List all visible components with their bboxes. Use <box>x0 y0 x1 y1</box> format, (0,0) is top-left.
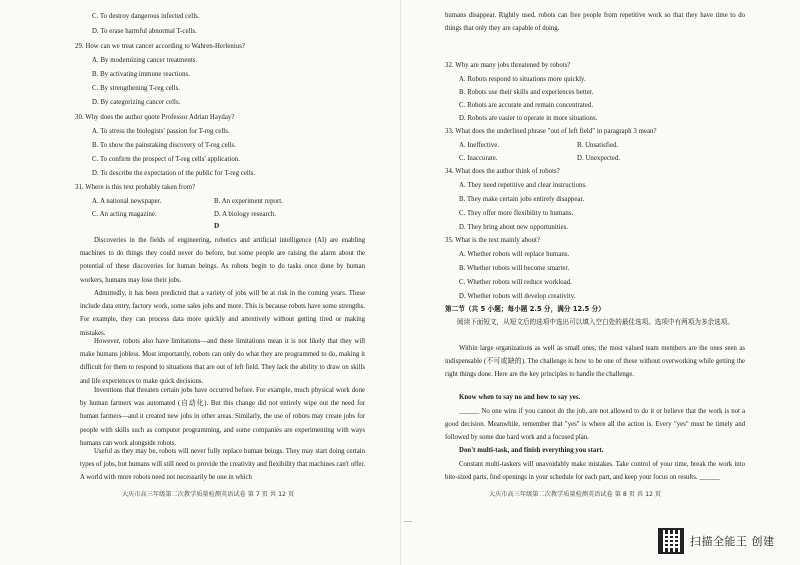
q31-option-d: D. A biology research. <box>214 211 277 218</box>
q30-stem: 30. Why does the author quote Professor Adrian Hayday? <box>75 114 235 121</box>
q29-option-a: A. By modernizing cancer treatments. <box>92 57 198 64</box>
q33-option-b: B. Unsatisfied. <box>577 142 619 149</box>
q35-option-b: B. Whether robots will become smarter. <box>459 265 570 272</box>
q29-option-d: D. By categorizing cancer cells. <box>92 99 181 106</box>
q35-stem: 35. What is the text mainly about? <box>445 237 541 244</box>
q32-option-b: B. Robots use their skills and experiences better. <box>459 89 594 96</box>
cloze-paragraph-1: Within large organizations as well as small ones, the most valued team members are the ones seen as indispensable (不可或缺的). The challenge is how to be one of these without overworking while getting the right things done. Here are the key principles to handle the challenge. <box>445 345 745 379</box>
q34-option-c: C. They offer more flexibility to humans. <box>459 210 574 217</box>
scanner-watermark <box>658 528 775 554</box>
q31-option-c: C. An acting magazine. <box>92 211 157 218</box>
q31-option-a: A. A national newspaper. <box>92 198 162 205</box>
q30-option-b: B. To show the painstaking discovery of T-reg cells. <box>92 142 236 149</box>
q30-option-a: A. To stress the biologists' passion for T-reg cells. <box>92 128 230 135</box>
cloze-heading-1: Know when to say no and how to say yes. <box>459 394 581 401</box>
q28-option-d: D. To erase harmful abnormal T-cells. <box>92 28 197 35</box>
q34-option-b: B. They make certain jobs entirely disappear. <box>459 196 585 203</box>
q32-option-c: C. Robots are accurate and remain concentrated. <box>459 102 594 109</box>
passage-paragraph-2: Admittedly, it has been predicted that a variety of jobs will be at risk in the coming years. These include data entry, factory work, some sales jobs and more. This is because robots have some strengths. For example, they can process data more quickly and attentively without getting tired or making mistakes. <box>80 290 365 337</box>
q30-option-d: D. To describe the expectation of the public for T-reg cells. <box>92 170 256 177</box>
q35-option-d: D. Whether robots will develop creativity. <box>459 293 576 300</box>
cloze-paragraph-2: ______ No one wins if you cannot do the job, are not allowed to do it or believe that the work is not a good decision. Meanwhile, remember that "yes" is where all the action is. Every "yes" must be timely and followed by some due hard work and a focused plan. <box>445 408 745 442</box>
q28-option-c: C. To destroy dangerous infected cells. <box>92 13 200 20</box>
q32-option-d: D. Robots are easier to operate in more situations. <box>459 115 598 122</box>
qr-code-icon <box>658 528 684 554</box>
passage-paragraph-1: Discoveries in the fields of engineering, robotics and artificial intelligence (AI) are enabling machines to do things they could never do before, but some people are raising the alarm about the potential of these discoveries for human beings. As robots begin to do tasks once done by human workers, humans may lose their jobs. <box>80 237 365 284</box>
q31-stem: 31. Where is this text probably taken from? <box>75 184 196 191</box>
scanner-watermark-text: 扫描全能王 创建 <box>690 535 775 548</box>
section-2-instructions: 阅读下面短文，从短文后的选项中选出可以填入空白处的最佳选项。选项中有两项为多余选项。 <box>457 318 734 326</box>
q33-option-a: A. Ineffective. <box>459 142 500 149</box>
q34-option-d: D. They bring about new opportunities. <box>459 224 569 231</box>
passage-continuation: humans disappear. Rightly used, robots can free people from repetitive work so that they have time to do things that only they are capable of doing. <box>445 12 745 32</box>
passage-paragraph-5: Useful as they may be, robots will never fully replace human beings. They may start doing certain types of jobs, but humans will still need to provide the creativity and flexibility that machines can't offer. A world with more robots need not necessarily be one in which <box>80 448 365 482</box>
q35-option-a: A. Whether robots will replace humans. <box>459 251 570 258</box>
q35-option-c: C. Whether robots will reduce workload. <box>459 279 572 286</box>
right-page <box>400 0 800 565</box>
q33-option-d: D. Unexpected. <box>577 155 621 162</box>
q33-stem: 33. What does the underlined phrase "out of left field" in paragraph 3 mean? <box>445 128 657 135</box>
passage-paragraph-4: Inventions that threaten certain jobs have occurred before. For example, much physical work done by human farmers was automated (自动化). But this change did not entirely wipe out the need for human farmers—and it created new jobs in other areas. Similarly, the use of robots may create jobs for people with skills such as computer programming, and some companies are experimenting with ways humans can work alongside robots. <box>80 387 365 447</box>
q33-option-c: C. Inaccurate. <box>459 155 498 162</box>
page-divider-mark: — <box>404 516 412 525</box>
cloze-heading-2: Don't multi-task, and finish everything you start. <box>459 447 604 454</box>
q29-option-b: B. By activating immune reactions. <box>92 71 190 78</box>
q34-stem: 34. What does the author think of robots? <box>445 168 560 175</box>
q29-option-c: C. By strengthening T-reg cells. <box>92 85 181 92</box>
q31-option-b: B. An experiment report. <box>214 198 283 205</box>
section-d-heading: D <box>214 222 220 230</box>
left-page-footer: 大庆市高三年级第二次教学质量检测英语试卷 第 7 页 共 12 页 <box>122 491 295 498</box>
section-2-title: 第二节（共 5 小题；每小题 2.5 分，满分 12.5 分） <box>445 305 605 313</box>
cloze-paragraph-3: Constant multi-taskers will unavoidably make mistakes. Take control of your time, break the work into bite-sized parts, find openings in your schedule for each part, and keep your focus on results. ______ <box>445 461 745 482</box>
right-page-footer: 大庆市高三年级第二次教学质量检测英语试卷 第 8 页 共 12 页 <box>489 491 662 498</box>
q34-option-a: A. They need repetitive and clear instructions. <box>459 182 587 189</box>
q32-stem: 32. Why are many jobs threatened by robots? <box>445 62 571 69</box>
q29-stem: 29. How can we treat cancer according to Wahren-Herlenius? <box>75 43 245 50</box>
passage-paragraph-3: However, robots also have limitations—and these limitations mean it is not likely that they will make humans jobless. Most importantly, robots can only do what they are programmed to do, making it difficult for them to respond to situations that are out of left field. They lack the ability to draw on skills and life experiences to make quick decisions. <box>80 338 365 385</box>
q30-option-c: C. To confirm the prospect of T-reg cells' application. <box>92 156 240 163</box>
q32-option-a: A. Robots respond to situations more quickly. <box>459 76 586 83</box>
